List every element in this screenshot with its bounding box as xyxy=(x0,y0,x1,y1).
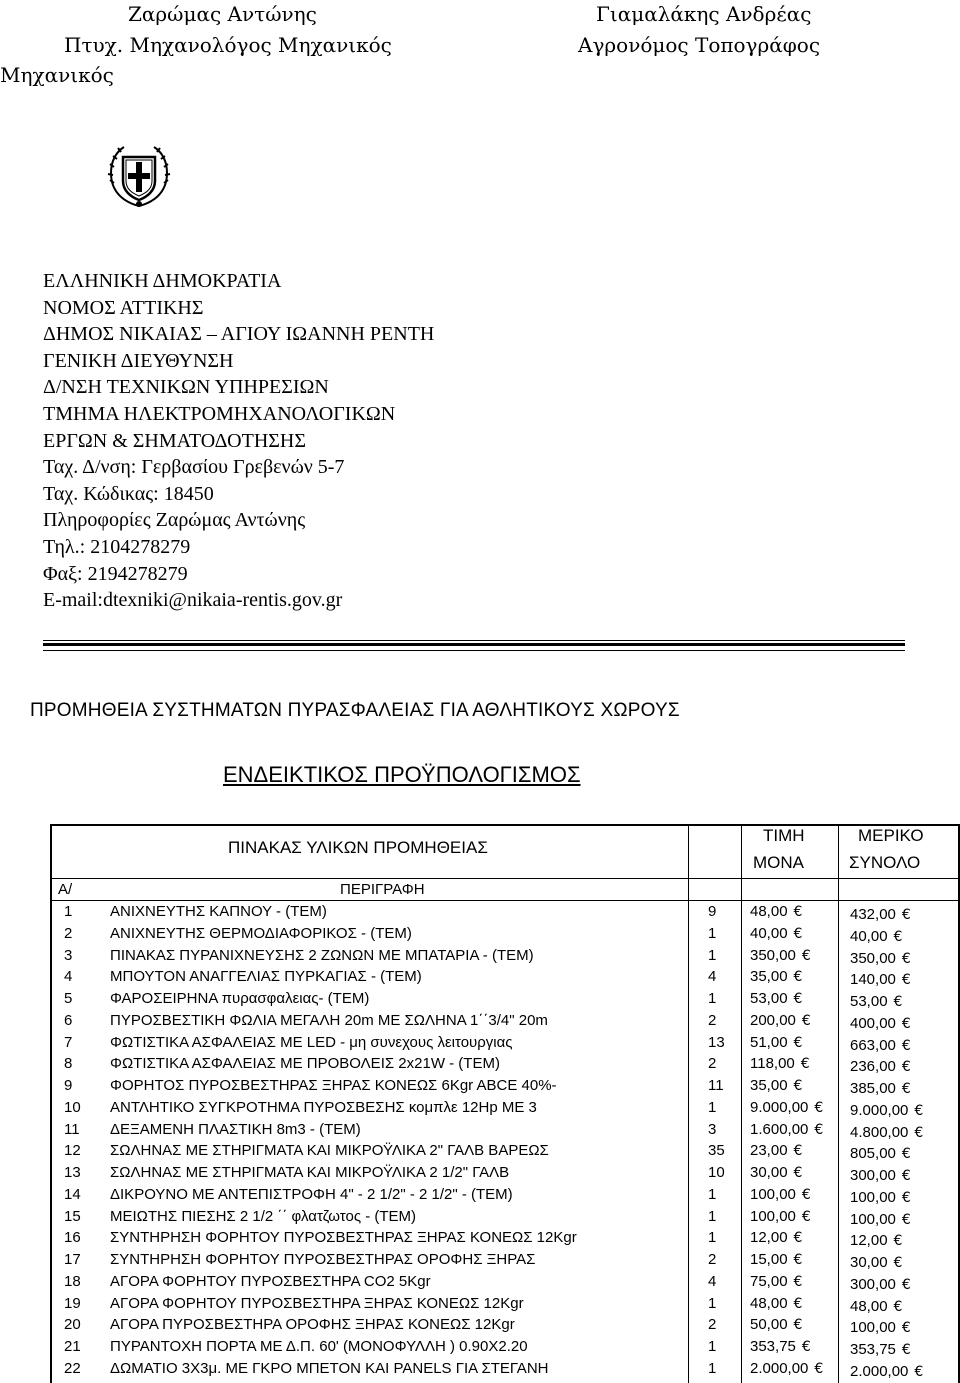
table-row xyxy=(50,1227,960,1249)
row-number: 13 xyxy=(64,1164,81,1181)
separator-rule-thick xyxy=(43,643,905,646)
row-description: ΠΙΝΑΚΑΣ ΠΥΡΑΝΙΧΝΕΥΣΗΣ 2 ΖΩΝΩΝ ΜΕ ΜΠΑΤΑΡΙΑ - (ΤΕΜ) xyxy=(110,946,534,964)
row-unit-price xyxy=(750,1010,811,1032)
row-description: ΑΓΟΡΑ ΦΟΡΗΤΟΥ ΠΥΡΟΣΒΕΣΤΗΡΑ ΞΗΡΑΣ ΚΟΝΕΩΣ 12Kgr xyxy=(110,1294,524,1312)
row-line-total-value: 30,00 xyxy=(850,1254,888,1271)
row-unit-price xyxy=(750,966,802,988)
row-quantity: 2 xyxy=(708,1316,717,1334)
row-unit-price-value: 100,00 xyxy=(750,1185,796,1203)
table-row xyxy=(50,1314,960,1336)
row-quantity: 1 xyxy=(708,990,717,1007)
row-unit-price xyxy=(750,1075,802,1097)
row-line-total-value: 663,00 xyxy=(850,1036,896,1054)
row-number: 2 xyxy=(64,924,73,942)
document-subtitle: ΕΝΔΕΙΚΤΙΚΟΣ ΠΡΟΫΠΟΛΟΓΙΣΜΟΣ xyxy=(223,762,581,787)
row-number: 4 xyxy=(64,968,73,986)
row-description: ΜΕΙΩΤΗΣ ΠΙΕΣΗΣ 2 1/2 ΄΄ φλατζωτος - (ΤΕΜ) xyxy=(110,1207,417,1225)
row-number: 1 xyxy=(64,903,73,920)
row-unit-price-value: 30,00 xyxy=(750,1164,788,1181)
row-unit-price xyxy=(750,1227,802,1249)
table-row xyxy=(50,1075,960,1097)
column-header-total: ΜΕΡΙΚΟ xyxy=(858,826,924,845)
euro-icon: € xyxy=(801,1012,811,1029)
row-line-total-value: 100,00 xyxy=(850,1210,896,1228)
row-number: 14 xyxy=(64,1185,81,1203)
row-description: ΣΩΛΗΝΑΣ ΜΕ ΣΤΗΡΙΓΜΑΤΑ ΚΑΙ ΜΙΚΡΟΫΛΙΚΑ 2" ΓΑΛΒ ΒΑΡΕΩΣ xyxy=(110,1142,549,1160)
euro-icon: € xyxy=(901,950,911,967)
header-line: Ταχ. Δ/νση: Γερβασίου Γρεβενών 5-7 xyxy=(43,456,345,479)
row-unit-price-value: 350,00 xyxy=(750,946,796,964)
row-line-total-value: 4.800,00 xyxy=(850,1123,909,1141)
row-unit-price xyxy=(750,1032,802,1054)
row-description: ΜΠΟΥΤΟΝ ΑΝΑΓΓΕΛΙΑΣ ΠΥΡΚΑΓΙΑΣ - (ΤΕΜ) xyxy=(110,968,422,986)
table-row xyxy=(50,1119,960,1141)
row-unit-price xyxy=(750,923,802,945)
table-row xyxy=(50,923,960,945)
row-description: ΦΩΤΙΣΤΙΚΑ ΑΣΦΑΛΕΙΑΣ ΜΕ LED - μη συνεχους λειτουργιας xyxy=(110,1033,513,1051)
row-number: 12 xyxy=(64,1142,81,1160)
header-line: ΓΕΝΙΚΗ ΔΙΕΥΘΥΝΣΗ xyxy=(43,349,234,372)
row-unit-price-value: 353,75 xyxy=(750,1338,796,1355)
euro-icon: € xyxy=(914,1363,924,1380)
row-line-total-value: 9.000,00 xyxy=(850,1101,909,1119)
table-row xyxy=(50,1358,960,1380)
table-row xyxy=(50,1140,960,1162)
row-line-total-value: 432,00 xyxy=(850,906,896,923)
row-unit-price xyxy=(750,1314,802,1336)
row-unit-price-value: 50,00 xyxy=(750,1316,788,1334)
row-line-total-value: 350,00 xyxy=(850,949,896,967)
separator-rule-bottom xyxy=(43,650,905,651)
row-unit-price xyxy=(750,988,802,1010)
header-line: Δ/ΝΣΗ ΤΕΧΝΙΚΩΝ ΥΠΗΡΕΣΙΩΝ xyxy=(43,376,329,399)
header-line: Φαξ: 2194278279 xyxy=(43,562,188,585)
row-description: ΣΥΝΤΗΡΗΣΗ ΦΟΡΗΤΟΥ ΠΥΡΟΣΒΕΣΤΗΡΑΣ ΟΡΟΦΗΣ ΞΗΡΑΣ xyxy=(110,1251,536,1268)
row-quantity: 1 xyxy=(708,946,717,964)
row-line-total-value: 353,75 xyxy=(850,1341,896,1358)
row-divider xyxy=(50,900,960,901)
row-quantity: 35 xyxy=(708,1142,725,1160)
row-quantity: 13 xyxy=(708,1033,725,1051)
euro-icon: € xyxy=(914,1124,924,1141)
row-unit-price-value: 15,00 xyxy=(750,1251,788,1268)
left-signatory-title: Πτυχ. Μηχανολόγος Μηχανικός xyxy=(64,33,392,57)
column-header-description: ΠΕΡΙΓΡΑΦΗ xyxy=(340,881,425,898)
table-row xyxy=(50,1032,960,1054)
row-number: 3 xyxy=(64,946,73,964)
euro-icon: € xyxy=(893,1255,903,1271)
row-line-total-value: 385,00 xyxy=(850,1080,896,1097)
row-unit-price-value: 200,00 xyxy=(750,1011,796,1029)
table-header-title: ΠΙΝΑΚΑΣ ΥΛΙΚΩΝ ΠΡΟΜΗΘΕΙΑΣ xyxy=(228,838,488,857)
row-quantity: 9 xyxy=(708,903,717,920)
row-unit-price-value: 23,00 xyxy=(750,1142,788,1160)
row-unit-price xyxy=(750,945,811,967)
row-unit-price xyxy=(750,1097,823,1119)
row-quantity: 2 xyxy=(708,1055,717,1073)
row-quantity: 11 xyxy=(708,1077,724,1094)
euro-icon: € xyxy=(793,1078,803,1094)
euro-icon: € xyxy=(893,1298,903,1315)
row-line-total-value: 100,00 xyxy=(850,1319,896,1337)
row-number: 9 xyxy=(64,1077,73,1094)
euro-icon: € xyxy=(914,1102,924,1119)
row-number: 5 xyxy=(64,990,73,1007)
row-quantity: 3 xyxy=(708,1120,717,1138)
table-border-top xyxy=(50,824,960,826)
row-number: 8 xyxy=(64,1055,73,1073)
row-description: ΦΑΡΟΣΕΙΡΗΝΑ πυρασφαλειας- (ΤΕΜ) xyxy=(110,990,370,1007)
row-unit-price-value: 118,00 xyxy=(750,1055,795,1073)
table-row xyxy=(50,1184,960,1206)
row-description: ΦΟΡΗΤΟΣ ΠΥΡΟΣΒΕΣΤΗΡΑΣ ΞΗΡΑΣ ΚΟΝΕΩΣ 6Kgr ABCE 40%- xyxy=(110,1077,557,1094)
row-line-total-value: 40,00 xyxy=(850,927,888,945)
euro-icon: € xyxy=(793,1165,803,1181)
row-unit-price xyxy=(750,1119,823,1141)
euro-icon: € xyxy=(800,1056,810,1073)
euro-icon: € xyxy=(901,1189,911,1206)
materials-table xyxy=(50,824,960,1383)
right-signatory-name: Γιαμαλάκης Ανδρέας xyxy=(596,2,812,26)
euro-icon: € xyxy=(901,1146,911,1163)
row-quantity: 4 xyxy=(708,968,717,986)
table-row xyxy=(50,1249,960,1271)
row-number: 22 xyxy=(64,1359,81,1377)
euro-icon: € xyxy=(901,1037,911,1054)
row-unit-price xyxy=(750,1053,810,1075)
row-description: ΦΩΤΙΣΤΙΚΑ ΑΣΦΑΛΕΙΑΣ ΜΕ ΠΡΟΒΟΛΕΙΣ 2x21W - (ΤΕΜ) xyxy=(110,1055,500,1073)
column-header-aa: Α/ xyxy=(58,881,73,898)
row-unit-price-value: 48,00 xyxy=(750,1294,788,1312)
row-number: 17 xyxy=(64,1251,81,1268)
row-unit-price xyxy=(750,1336,811,1358)
table-row xyxy=(50,1097,960,1119)
coat-of-arms-emblem xyxy=(106,143,172,209)
row-unit-price xyxy=(750,1249,802,1271)
row-description: ΑΓΟΡΑ ΦΟΡΗΤΟΥ ΠΥΡΟΣΒΕΣΤΗΡΑ CO2 5Kgr xyxy=(110,1272,431,1290)
row-description: ΑΝΙΧΝΕΥΤΗΣ ΘΕΡΜΟΔΙΑΦΟΡΙΚΟΣ - (ΤΕΜ) xyxy=(110,924,412,942)
euro-icon: € xyxy=(901,1168,911,1184)
euro-icon: € xyxy=(793,1273,803,1290)
row-unit-price-value: 35,00 xyxy=(750,1077,788,1094)
column-header-price-line2: ΜΟΝΑ xyxy=(753,853,804,872)
left-signatory-name: Ζαρώμας Αντώνης xyxy=(128,2,317,26)
row-unit-price xyxy=(750,1271,802,1293)
right-signatory-title: Αγρονόμος Τοπογράφος xyxy=(578,33,821,57)
euro-icon: € xyxy=(793,904,803,920)
document-title: ΠΡΟΜΗΘΕΙΑ ΣΥΣΤΗΜΑΤΩΝ ΠΥΡΑΣΦΑΛΕΙΑΣ ΓΙΑ ΑΘΛΗΤΙΚΟΥΣ ΧΩΡΟΥΣ xyxy=(30,700,680,721)
euro-icon: € xyxy=(801,1186,811,1203)
euro-icon: € xyxy=(793,991,803,1007)
row-unit-price xyxy=(750,1184,811,1206)
euro-icon: € xyxy=(814,1099,824,1116)
row-quantity: 1 xyxy=(708,924,717,942)
row-number: 10 xyxy=(64,1098,81,1116)
row-quantity: 10 xyxy=(708,1164,725,1181)
row-line-total-value: 400,00 xyxy=(850,1014,896,1032)
euro-icon: € xyxy=(793,1143,803,1160)
row-quantity: 1 xyxy=(708,1294,717,1312)
row-quantity: 1 xyxy=(708,1229,717,1247)
header-line: Ταχ. Κώδικας: 18450 xyxy=(43,482,214,505)
table-row xyxy=(50,1010,960,1032)
euro-icon: € xyxy=(901,907,911,923)
row-quantity: 2 xyxy=(708,1251,717,1268)
row-unit-price xyxy=(750,1162,802,1184)
table-row xyxy=(50,901,960,923)
row-number: 19 xyxy=(64,1294,81,1312)
row-unit-price xyxy=(750,1140,802,1162)
euro-icon: € xyxy=(901,1342,911,1358)
row-description: ΠΥΡΟΣΒΕΣΤΙΚΗ ΦΩΛΙΑ ΜΕΓΑΛΗ 20m ΜΕ ΣΩΛΗΝΑ 1΄΄3/4" 20m xyxy=(110,1011,548,1029)
row-description: ΔΙΚΡΟΥΝΟ ΜΕ ΑΝΤΕΠΙΣΤΡΟΦΗ 4" - 2 1/2" - 2 1/2" - (ΤΕΜ) xyxy=(110,1185,513,1203)
column-header-price: ΤΙΜΗ xyxy=(763,826,805,845)
euro-icon: € xyxy=(801,947,811,964)
euro-icon: € xyxy=(793,925,803,942)
row-unit-price-value: 35,00 xyxy=(750,968,788,986)
euro-icon: € xyxy=(901,1211,911,1228)
table-row xyxy=(50,966,960,988)
row-unit-price-value: 53,00 xyxy=(750,990,788,1007)
row-description: ΔΩΜΑΤΙΟ 3Χ3μ. ΜΕ ΓΚΡΟ ΜΠΕΤΟΝ ΚΑΙ PANELS ΓΙΑ ΣΤΕΓΑΝΗ xyxy=(110,1359,549,1377)
row-unit-price-value: 100,00 xyxy=(750,1207,796,1225)
euro-icon: € xyxy=(793,1230,803,1247)
row-number: 6 xyxy=(64,1011,73,1029)
row-unit-price xyxy=(750,1206,811,1228)
row-line-total-value: 2.000,00 xyxy=(850,1362,909,1380)
row-line-total-value: 140,00 xyxy=(850,971,896,989)
euro-icon: € xyxy=(901,1276,911,1293)
row-unit-price xyxy=(750,901,802,923)
row-description: ΠΥΡΑΝΤΟΧΗ ΠΟΡΤΑ ΜΕ Δ.Π. 60' (ΜΟΝΟΦΥΛΛΗ ) 0.90Χ2.20 xyxy=(110,1338,528,1355)
header-line: ΕΡΓΩΝ & ΣΗΜΑΤΟΔΟΤΗΣΗΣ xyxy=(43,429,307,452)
row-description: ΔΕΞΑΜΕΝΗ ΠΛΑΣΤΙΚΗ 8m3 - (ΤΕΜ) xyxy=(110,1120,361,1138)
row-line-total-value: 100,00 xyxy=(850,1188,896,1206)
euro-icon: € xyxy=(793,1295,803,1312)
euro-icon: € xyxy=(901,1015,911,1032)
row-description: ΑΝΙΧΝΕΥΤΗΣ ΚΑΠΝΟΥ - (ΤΕΜ) xyxy=(110,903,327,920)
row-number: 21 xyxy=(64,1338,81,1355)
row-number: 20 xyxy=(64,1316,81,1334)
header-line: ΝΟΜΟΣ ΑΤΤΙΚΗΣ xyxy=(43,296,204,319)
row-unit-price-value: 12,00 xyxy=(750,1229,788,1247)
row-quantity: 1 xyxy=(708,1359,717,1377)
row-line-total-value: 53,00 xyxy=(850,993,888,1010)
table-row xyxy=(50,1053,960,1075)
row-unit-price-value: 40,00 xyxy=(750,924,788,942)
euro-icon: € xyxy=(893,928,903,945)
row-unit-price-value: 1.600,00 xyxy=(750,1120,809,1138)
row-line-total-value: 300,00 xyxy=(850,1167,896,1184)
table-row xyxy=(50,1162,960,1184)
row-number: 7 xyxy=(64,1033,73,1051)
row-quantity: 1 xyxy=(708,1098,717,1116)
row-quantity: 4 xyxy=(708,1272,717,1290)
row-quantity: 1 xyxy=(708,1207,717,1225)
table-row xyxy=(50,988,960,1010)
header-line: Τηλ.: 2104278279 xyxy=(43,535,191,558)
table-row xyxy=(50,1206,960,1228)
email-line: E-mail:dtexniki@nikaia-rentis.gov.gr xyxy=(43,589,343,612)
row-line-total-value: 300,00 xyxy=(850,1275,896,1293)
table-row xyxy=(50,1271,960,1293)
table-row xyxy=(50,945,960,967)
table-header-divider xyxy=(50,878,960,879)
row-description: ΣΩΛΗΝΑΣ ΜΕ ΣΤΗΡΙΓΜΑΤΑ ΚΑΙ ΜΙΚΡΟΫΛΙΚΑ 2 1/2" ΓΑΛΒ xyxy=(110,1164,510,1181)
euro-icon: € xyxy=(793,1317,803,1334)
table-row xyxy=(50,1293,960,1315)
euro-icon: € xyxy=(893,994,903,1010)
row-number: 11 xyxy=(64,1120,80,1138)
row-quantity: 1 xyxy=(708,1338,717,1355)
row-number: 16 xyxy=(64,1229,81,1247)
header-line: Πληροφορίες Ζαρώμας Αντώνης xyxy=(43,509,306,532)
issuer-address-block xyxy=(43,268,434,614)
row-number: 15 xyxy=(64,1207,81,1225)
row-line-total-value: 236,00 xyxy=(850,1058,896,1076)
euro-icon: € xyxy=(901,1320,911,1337)
euro-icon: € xyxy=(901,1081,911,1097)
euro-icon: € xyxy=(901,972,911,989)
euro-icon: € xyxy=(814,1360,824,1377)
row-line-total-value: 805,00 xyxy=(850,1145,896,1163)
row-number: 18 xyxy=(64,1272,81,1290)
row-line-total-value: 12,00 xyxy=(850,1232,888,1250)
row-description: ΑΓΟΡΑ ΠΥΡΟΣΒΕΣΤΗΡΑ ΟΡΟΦΗΣ ΞΗΡΑΣ ΚΟΝΕΩΣ 12Kgr xyxy=(110,1316,515,1334)
row-quantity: 2 xyxy=(708,1011,717,1029)
row-unit-price-value: 51,00 xyxy=(750,1033,788,1051)
row-unit-price xyxy=(750,1293,802,1315)
header-line: ΔΗΜΟΣ ΝΙΚΑΙΑΣ – ΑΓΙΟΥ ΙΩΑΝΝΗ ΡΕΝΤΗ xyxy=(43,323,435,346)
left-signatory-title-line2: Μηχανικός xyxy=(0,63,114,87)
row-description: ΣΥΝΤΗΡΗΣΗ ΦΟΡΗΤΟΥ ΠΥΡΟΣΒΕΣΤΗΡΑΣ ΞΗΡΑΣ ΚΟΝΕΩΣ 12Kgr xyxy=(110,1229,577,1247)
row-quantity: 1 xyxy=(708,1185,717,1203)
euro-icon: € xyxy=(893,1233,903,1250)
table-row xyxy=(50,1336,960,1358)
euro-icon: € xyxy=(901,1059,911,1076)
column-header-total-line2: ΣΥΝΟΛΟ xyxy=(849,853,921,872)
euro-icon: € xyxy=(793,1252,803,1268)
row-line-total xyxy=(850,1361,923,1383)
row-description: ΑΝΤΛΗΤΙΚΟ ΣΥΓΚΡΟΤΗΜΑ ΠΥΡΟΣΒΕΣΗΣ κομπλε 12Hp ΜΕ 3 xyxy=(110,1098,537,1116)
row-unit-price-value: 48,00 xyxy=(750,903,788,920)
separator-rule-top xyxy=(43,640,905,641)
row-unit-price-value: 75,00 xyxy=(750,1272,788,1290)
row-unit-price xyxy=(750,1358,823,1380)
row-line-total-value: 48,00 xyxy=(850,1297,888,1315)
euro-icon: € xyxy=(793,969,803,986)
euro-icon: € xyxy=(814,1121,824,1138)
euro-icon: € xyxy=(801,1208,811,1225)
header-line: ΕΛΛΗΝΙΚΗ ΔΗΜΟΚΡΑΤΙΑ xyxy=(43,270,282,292)
euro-icon: € xyxy=(793,1034,803,1051)
row-unit-price-value: 9.000,00 xyxy=(750,1098,809,1116)
euro-icon: € xyxy=(801,1339,811,1355)
row-unit-price-value: 2.000,00 xyxy=(750,1359,809,1377)
header-line: ΤΜΗΜΑ ΗΛΕΚΤΡΟΜΗΧΑΝΟΛΟΓΙΚΩΝ xyxy=(43,402,396,425)
